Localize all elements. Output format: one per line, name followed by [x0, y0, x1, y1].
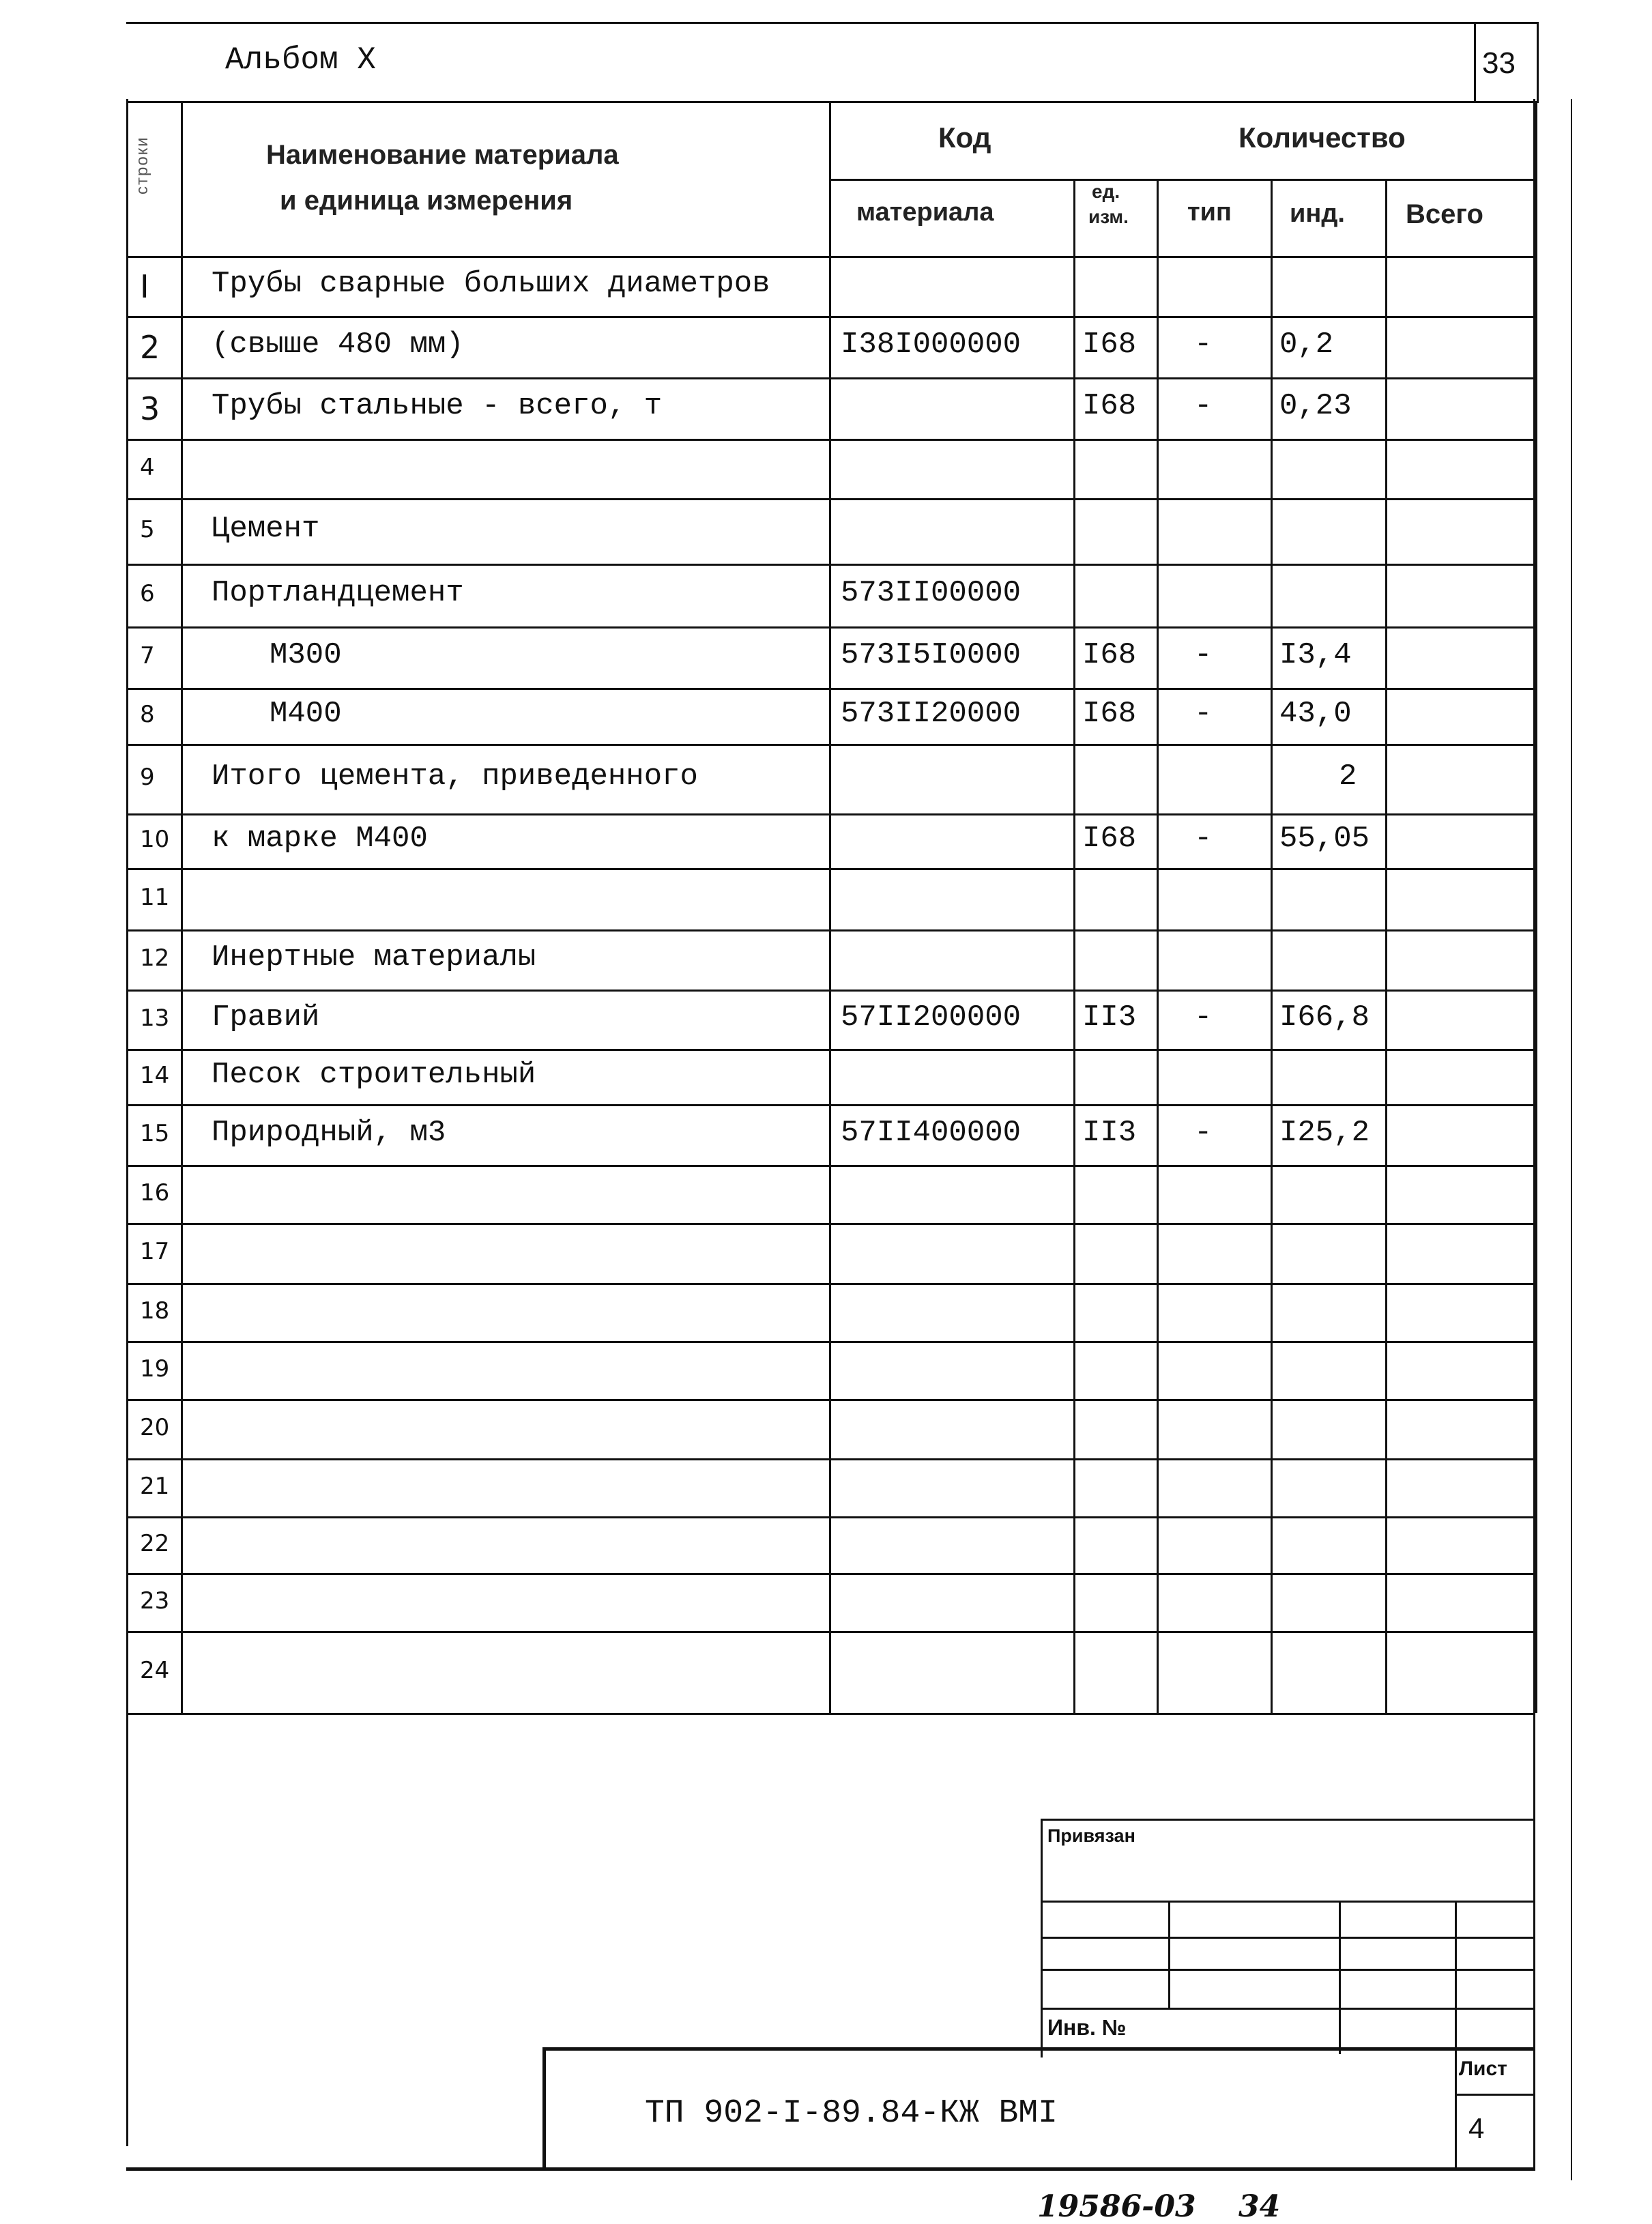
row-number: 19	[140, 1355, 170, 1383]
col-line-ind	[1385, 179, 1387, 1713]
row-line	[126, 990, 1535, 992]
row-line	[126, 316, 1535, 318]
sheet-col-line	[1455, 2047, 1457, 2169]
material-name: к марке М400	[212, 822, 428, 856]
material-name: Природный, м3	[212, 1115, 446, 1150]
col-line-unit	[1157, 179, 1159, 1713]
row-line	[126, 929, 1535, 932]
doc-block-top	[542, 2047, 1535, 2051]
individual-quantity: I66,8	[1279, 1000, 1370, 1035]
header-unit-line2: изм.	[1088, 206, 1129, 227]
header-mid-line	[829, 179, 1535, 181]
row-line	[126, 1631, 1535, 1633]
row-number: 4	[140, 453, 155, 481]
row-number: 21	[140, 1472, 170, 1500]
stamp-div-3	[1455, 1901, 1457, 2054]
type-quantity: -	[1194, 1000, 1213, 1035]
row-number: 8	[140, 701, 155, 728]
stamp-line-3	[1041, 1937, 1533, 1939]
row-line	[126, 564, 1535, 566]
individual-quantity: 55,05	[1279, 822, 1370, 856]
frame-bottom-line	[126, 2167, 1535, 2171]
individual-quantity: 2	[1339, 760, 1357, 794]
row-line	[126, 813, 1535, 815]
row-number: 3	[140, 390, 160, 427]
sheet-number: 4	[1468, 2112, 1485, 2144]
material-code: 573II00000	[841, 576, 1021, 610]
page-number: 33	[1482, 46, 1516, 80]
row-number: 11	[140, 884, 170, 911]
row-number: 23	[140, 1587, 170, 1615]
row-line	[126, 1165, 1535, 1167]
type-quantity: -	[1194, 697, 1213, 731]
row-number: 15	[140, 1119, 170, 1147]
material-name: Трубы сварные больших диаметров	[212, 267, 770, 301]
unit-code: I68	[1082, 822, 1137, 856]
row-number: 9	[140, 764, 155, 791]
material-name: Инертные материалы	[212, 940, 536, 974]
header-col-type: тип	[1187, 198, 1232, 227]
individual-quantity: I3,4	[1279, 638, 1352, 672]
header-col-ind: инд.	[1290, 199, 1345, 228]
sheet-label: Лист	[1459, 2057, 1507, 2080]
material-code: 573I5I0000	[841, 638, 1021, 672]
row-number: 17	[140, 1238, 170, 1265]
row-number: 10	[140, 826, 170, 853]
unit-code: I68	[1082, 697, 1137, 731]
row-number: I	[140, 268, 149, 305]
material-name: Итого цемента, приведенного	[212, 760, 698, 794]
stamp-div-1	[1168, 1901, 1170, 2008]
stamp-line-2	[1041, 1901, 1533, 1903]
row-line	[126, 868, 1535, 870]
handwritten-code: 19586-03	[1037, 2189, 1196, 2224]
material-name: М300	[270, 638, 342, 672]
header-row-label: строки	[133, 136, 151, 194]
row-line	[126, 377, 1535, 379]
header-qty-group: Количество	[1238, 121, 1406, 154]
row-line	[126, 1399, 1535, 1401]
row-line	[126, 498, 1535, 500]
material-name: (свыше 480 мм)	[212, 328, 464, 362]
stamp-div-2	[1339, 1901, 1341, 2054]
individual-quantity: 0,2	[1279, 328, 1334, 362]
individual-quantity: 43,0	[1279, 697, 1352, 731]
row-line	[126, 1713, 1535, 1715]
row-number: 22	[140, 1529, 170, 1557]
row-line	[126, 1341, 1535, 1343]
table-right-line	[1535, 101, 1537, 1713]
stamp-line-5	[1041, 2008, 1533, 2010]
col-line-rowno	[181, 101, 183, 1713]
unit-code: II3	[1082, 1115, 1137, 1150]
stamp-line-4	[1041, 1969, 1533, 1971]
bound-label: Привязан	[1047, 1825, 1135, 1846]
col-line-code	[1073, 179, 1075, 1713]
frame-right-line	[1533, 99, 1535, 2170]
row-number: 14	[140, 1061, 170, 1089]
row-line	[126, 439, 1535, 441]
unit-code: I68	[1082, 328, 1137, 362]
header-code-material: материала	[856, 198, 994, 227]
header-name-line2: и единица измерения	[280, 186, 573, 216]
frame-left-line	[126, 99, 128, 2146]
page-right-edge	[1571, 99, 1572, 2180]
row-number: 18	[140, 1297, 170, 1325]
header-code-group: Код	[938, 121, 991, 154]
material-name: М400	[270, 697, 342, 731]
row-line	[126, 744, 1535, 746]
row-number: 7	[140, 642, 155, 669]
page-number-box-line	[1474, 22, 1476, 102]
unit-code: I68	[1082, 389, 1137, 423]
row-number: 6	[140, 580, 155, 607]
material-name: Портландцемент	[212, 576, 464, 610]
material-code: 573II20000	[841, 697, 1021, 731]
row-line	[126, 1283, 1535, 1285]
material-name: Песок строительный	[212, 1057, 536, 1092]
frame-right-upper	[1537, 22, 1539, 102]
type-quantity: -	[1194, 389, 1213, 423]
row-line	[126, 1104, 1535, 1106]
sheet-label-line	[1455, 2094, 1535, 2096]
album-title: Альбом X	[225, 42, 376, 78]
row-line	[126, 1458, 1535, 1460]
material-name: Трубы стальные - всего, т	[212, 389, 663, 423]
header-unit-line1: ед.	[1092, 181, 1120, 202]
row-number: 2	[140, 329, 160, 366]
individual-quantity: 0,23	[1279, 389, 1352, 423]
row-number: 16	[140, 1179, 170, 1207]
material-code: I38I000000	[841, 328, 1021, 362]
unit-code: I68	[1082, 638, 1137, 672]
individual-quantity: I25,2	[1279, 1115, 1370, 1150]
inv-label: Инв. №	[1047, 2015, 1127, 2040]
document-code: ТП 902-I-89.84-КЖ ВМI	[645, 2095, 1058, 2132]
doc-block-left	[542, 2047, 546, 2169]
stamp-line-1	[1041, 1819, 1533, 1821]
header-col-total: Всего	[1406, 199, 1483, 229]
type-quantity: -	[1194, 328, 1213, 362]
handwritten-page: 34	[1238, 2189, 1281, 2224]
row-line	[126, 1223, 1535, 1225]
row-number: 12	[140, 944, 170, 972]
material-code: 57II200000	[841, 1000, 1021, 1035]
col-line-type	[1271, 179, 1273, 1713]
type-quantity: -	[1194, 638, 1213, 672]
row-line	[126, 626, 1535, 629]
row-number: 5	[140, 516, 155, 543]
material-code: 57II400000	[841, 1115, 1021, 1150]
row-number: 20	[140, 1413, 170, 1441]
col-line-name	[829, 101, 831, 1713]
type-quantity: -	[1194, 1115, 1213, 1150]
header-name-line1: Наименование материала	[266, 140, 619, 170]
frame-top-line	[126, 22, 1539, 24]
row-line	[126, 1049, 1535, 1051]
type-quantity: -	[1194, 822, 1213, 856]
row-line	[126, 688, 1535, 690]
unit-code: II3	[1082, 1000, 1137, 1035]
row-line	[126, 1516, 1535, 1518]
material-name: Гравий	[212, 1000, 320, 1035]
row-number: 24	[140, 1657, 170, 1684]
row-line	[126, 1573, 1535, 1575]
material-name: Цемент	[212, 512, 320, 546]
row-number: 13	[140, 1004, 170, 1032]
